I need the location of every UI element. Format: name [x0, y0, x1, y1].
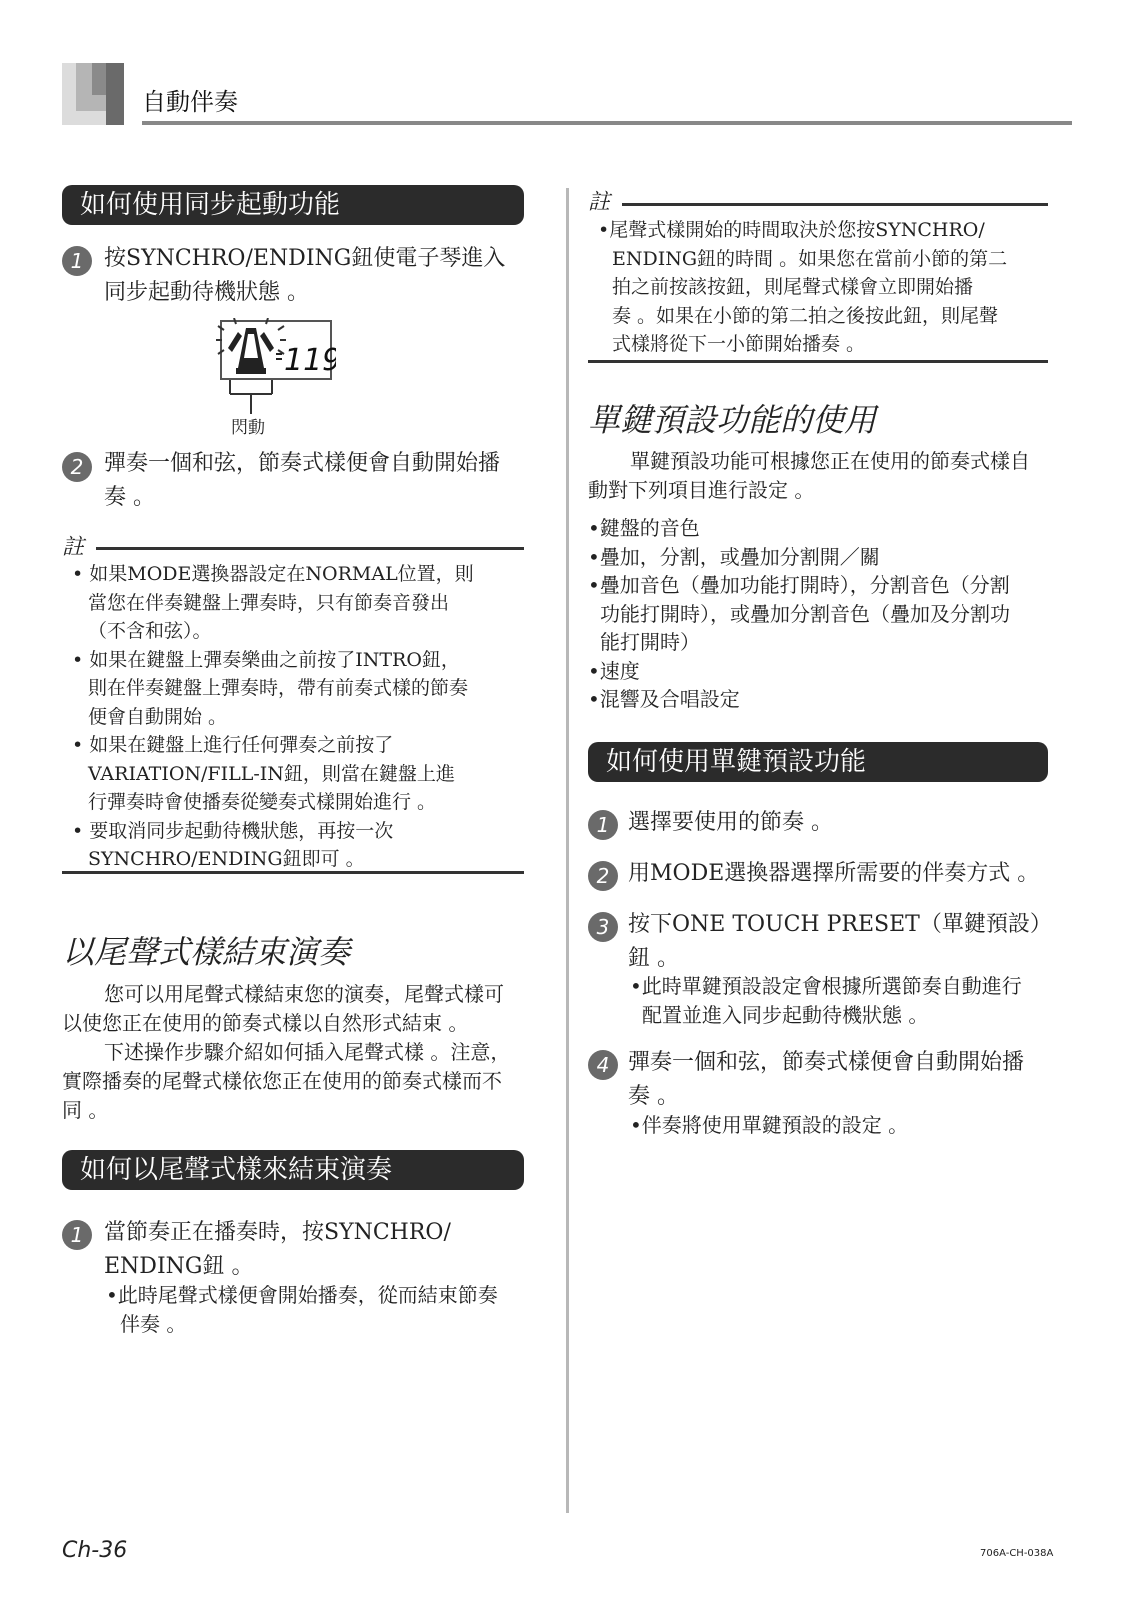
note-label: 註: [588, 190, 611, 215]
page-section-title: 自動伴奏: [142, 88, 238, 116]
step-number-2: 2: [62, 452, 92, 482]
note-list: •尾聲式樣開始的時間取決於您按SYNCHRO/ ENDING鈕的時間 。如果您在當前小節的第二 拍之前按該按鈕，則尾聲式樣會立即開始播 奏 。如果在小節的第二拍之後按此鈕，則尾聲 式樣將從下一小節開始播奏 。: [598, 219, 1008, 355]
note-rule: [622, 203, 1048, 206]
step-number-2: 2: [588, 861, 618, 891]
step-number-1: 1: [62, 1220, 92, 1250]
ending-paragraph: 您可以用尾聲式樣結束您的演奏，尾聲式樣可 以使您正在使用的節奏式樣以自然形式結束 。 下述操作步驟介紹如何插入尾聲式樣 。注意， 實際播奏的尾聲式樣依您正在使用的節奏式樣而不 同 。: [62, 982, 511, 1122]
column-divider: [566, 188, 569, 1513]
header-rule: [142, 121, 1072, 125]
document-code: 706A-CH-038A: [980, 1548, 1054, 1559]
lcd-display: [216, 318, 336, 382]
step-number-4: 4: [588, 1050, 618, 1080]
flash-bracket: [226, 380, 276, 416]
note-label: 註: [62, 535, 85, 560]
header-logo-block: [62, 63, 124, 125]
step-3-subnote: •此時單鍵預設設定會根據所選節奏自動進行 配置並進入同步起動待機狀態 。: [630, 974, 1022, 1027]
step-2-text: 彈奏一個和弦，節奏式樣便會自動開始播 奏 。: [104, 451, 501, 510]
heading-one-touch: 單鍵預設功能的使用: [588, 401, 877, 439]
step-3-text: 按下ONE TOUCH PRESET（單鍵預設） 鈕 。: [628, 912, 1052, 971]
step-4-subnote: •伴奏將使用單鍵預設的設定 。: [630, 1113, 909, 1137]
section-bar-end-with-ending: 如何以尾聲式樣來結束演奏: [62, 1150, 524, 1190]
step-number-1: 1: [588, 810, 618, 840]
step-4-text: 彈奏一個和弦，節奏式樣便會自動開始播 奏 。: [628, 1050, 1025, 1109]
flash-caption: 閃動: [231, 418, 265, 438]
note-end-rule: [588, 360, 1048, 363]
svg-text:119: 119: [284, 343, 336, 378]
step-number-3: 3: [588, 912, 618, 942]
section-bar-use-one-touch: 如何使用單鍵預設功能: [588, 742, 1048, 782]
step-1-text: 當節奏正在播奏時，按SYNCHRO/ ENDING鈕 。: [104, 1220, 451, 1279]
step-1-text: 按SYNCHRO/ENDING鈕使電子琴進入 同步起動待機狀態 。: [104, 246, 506, 305]
note-rule: [96, 547, 524, 550]
page-number: Ch-36: [62, 1538, 128, 1563]
heading-ending: 以尾聲式樣結束演奏: [62, 933, 351, 971]
step-number-1: 1: [62, 246, 92, 276]
one-touch-paragraph: 單鍵預設功能可根據您正在使用的節奏式樣自 動對下列項目進行設定 。: [588, 449, 1030, 502]
step-1-text: 選擇要使用的節奏 。: [628, 810, 833, 835]
one-touch-bullet-list: •鍵盤的音色 •疊加，分割，或疊加分割開／關 •疊加音色（疊加功能打開時），分割音色（分割 功能打開時），或疊加分割音色（疊加及分割功 能打開時） •速度 •混響及合唱設定: [588, 516, 1010, 711]
note-end-rule: [62, 871, 524, 874]
note-list: • 如果MODE選換器設定在NORMAL位置，則 當您在伴奏鍵盤上彈奏時，只有節奏音發出 （不含和弦）。 • 如果在鍵盤上彈奏樂曲之前按了INTRO鈕， 則在伴奏鍵盤上彈奏時，帶有前奏式樣的節奏 便會自動開始 。 • 如果在鍵盤上進行任何彈奏之前按了 VARIATION/FILL-IN鈕，則當在鍵盤上進 行彈奏時會使播奏從變奏式樣開始進行 。 • 要取消同步起動待機狀態，再按一次 SYNCHRO/ENDING鈕即可 。: [72, 563, 474, 870]
section-bar-sync-start: 如何使用同步起動功能: [62, 185, 524, 225]
step-2-text: 用MODE選換器選擇所需要的伴奏方式 。: [628, 861, 1040, 886]
step-1-subnote: •此時尾聲式樣便會開始播奏，從而結束節奏 伴奏 。: [106, 1283, 498, 1336]
